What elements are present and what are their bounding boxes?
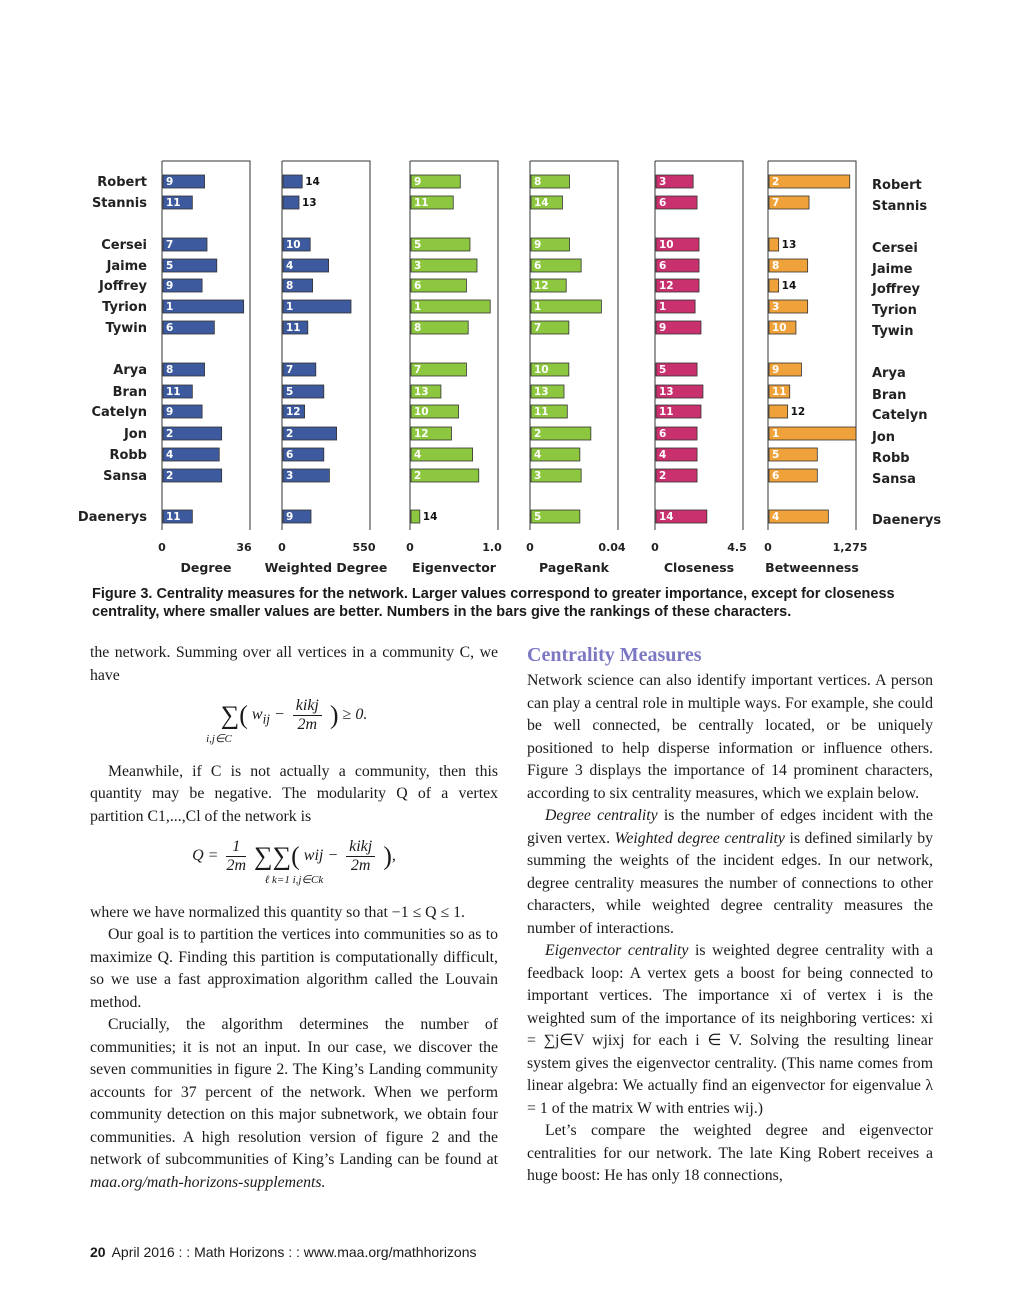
left-column — [90, 642, 498, 1194]
bar-rank-label: 8 — [286, 280, 294, 292]
axis-max-label: 1.0 — [482, 541, 502, 554]
bar-rank-label: 9 — [659, 322, 667, 334]
axis-max-label: 0.04 — [598, 541, 626, 554]
bar-rank-label: 1 — [534, 301, 542, 313]
bar-rank-label: 7 — [286, 364, 294, 376]
bar-rank-label: 10 — [534, 364, 549, 376]
bar-rank-label: 5 — [166, 260, 174, 272]
bar-rank-label: 11 — [659, 406, 674, 418]
bar-rank-label: 11 — [414, 197, 429, 209]
bar-rank-label: 11 — [772, 386, 787, 398]
character-label-left: Tywin — [105, 321, 147, 336]
character-label-right: Arya — [872, 366, 906, 381]
bar-rank-label: 9 — [534, 239, 542, 251]
character-label-left: Daenerys — [77, 510, 147, 525]
bar-rank-label: 4 — [772, 511, 780, 523]
bar-rank-label: 1 — [772, 428, 780, 440]
character-label-right: Jaime — [872, 262, 913, 277]
character-label-right: Daenerys — [872, 513, 942, 528]
bar-rank-label: 14 — [781, 280, 797, 292]
bar-rank-label: 7 — [772, 197, 780, 209]
character-label-right: Cersei — [872, 241, 918, 256]
paragraph: Network science can also identify important vertices. A person can play a central role in multiple ways. For example, she could be well connected, be centrally located, or be uniquely positioned to help disperse information or influence others. Figure 3 displays the importance of 14 prominent characters, according to six centrality measures, which we explain below. — [527, 672, 933, 802]
bar-rank-label: 4 — [166, 449, 174, 461]
bar-rank-label: 3 — [414, 260, 422, 272]
bar-rank-label: 12 — [790, 406, 806, 418]
axis-min-label: 0 — [764, 541, 772, 554]
centrality-figure — [0, 0, 1024, 580]
bar-rank-label: 8 — [166, 364, 174, 376]
panel-title: Degree — [180, 560, 232, 575]
bar-rank-label: 2 — [166, 470, 174, 482]
bar-rank-label: 2 — [166, 428, 174, 440]
character-label-right: Sansa — [872, 472, 916, 487]
bar-rank-label: 2 — [772, 176, 780, 188]
bar-rank-label: 14 — [534, 197, 549, 209]
bar-rank-label: 3 — [659, 176, 667, 188]
bar-rank-label: 7 — [414, 364, 422, 376]
paragraph: Crucially, the algorithm determines the number of communities; it is not an input. In our case, we discover the seven communities in figure 2. The King’s Landing community accounts for 37 percent of the network. When we perform community detection on this major subnetwork, we obtain four communities. A high resolution version of figure 2 and the network of subcommunities of King’s Landing can be found at maa.org/math-horizons-supplements. — [90, 1016, 498, 1191]
axis-min-label: 0 — [406, 541, 414, 554]
bar-rank-label: 10 — [659, 239, 674, 251]
bar-rank-label: 13 — [659, 386, 674, 398]
bar-rank-label: 9 — [166, 176, 174, 188]
panel-title: Closeness — [663, 560, 735, 575]
bar-rank-label: 4 — [659, 449, 667, 461]
supplement-link[interactable]: maa.org/math-horizons-supplements. — [90, 1173, 326, 1191]
character-label-right: Tyrion — [872, 303, 917, 318]
bar-rank-label: 6 — [534, 260, 542, 272]
bar-rank-label: 9 — [414, 176, 422, 188]
character-label-left: Tyrion — [102, 300, 147, 315]
character-label-right: Bran — [872, 388, 907, 403]
axis-min-label: 0 — [651, 541, 659, 554]
bar-rank-label: 7 — [534, 322, 542, 334]
bar — [411, 510, 420, 523]
bar-rank-label: 4 — [534, 449, 542, 461]
bar-rank-label: 1 — [166, 301, 174, 313]
bar-rank-label: 11 — [166, 511, 181, 523]
paragraph: where we have normalized this quantity so that −1 ≤ Q ≤ 1. — [90, 903, 466, 921]
character-label-left: Stannis — [91, 196, 147, 211]
bar-rank-label: 14 — [659, 511, 674, 523]
axis-min-label: 0 — [526, 541, 534, 554]
character-label-left: Robert — [97, 175, 147, 190]
eq-term: w — [251, 706, 263, 724]
bar-rank-label: 12 — [286, 406, 301, 418]
bar-rank-label: 5 — [659, 364, 667, 376]
bar-rank-label: 6 — [286, 449, 294, 461]
paragraph: the network. Summing over all vertices in a community C, we have — [90, 644, 498, 684]
bar-rank-label: 2 — [286, 428, 294, 440]
character-label-left: Jon — [123, 427, 147, 442]
paragraph: Meanwhile, if C is not actually a community, then this quantity may be negative. The modularity Q of a vertex partition C1,...,Cl of the network is — [90, 762, 498, 825]
character-label-right: Catelyn — [872, 408, 928, 423]
bar-rank-label: 13 — [302, 197, 317, 209]
bar — [283, 175, 302, 188]
bar-rank-label: 3 — [534, 470, 542, 482]
character-label-left: Sansa — [103, 469, 147, 484]
page-number: 20 — [90, 1244, 106, 1260]
bar-rank-label: 13 — [414, 386, 429, 398]
bar-rank-label: 4 — [286, 260, 294, 272]
bar-rank-label: 6 — [414, 280, 422, 292]
bar-rank-label: 8 — [534, 176, 542, 188]
bar-rank-label: 14 — [305, 176, 320, 188]
bar-rank-label: 6 — [659, 428, 667, 440]
character-label-left: Joffrey — [98, 279, 147, 294]
bar-rank-label: 11 — [166, 386, 181, 398]
page-footer: 20 April 2016 : : Math Horizons : : www.maa.org/mathhorizons — [90, 1244, 477, 1260]
bar-rank-label: 6 — [659, 197, 667, 209]
paragraph: Our goal is to partition the vertices into communities so as to maximize Q. Finding this partition is computationally difficult, so we use a fast approximation algorithm called the Louvain method. — [90, 926, 498, 1011]
bar — [411, 300, 490, 313]
bar-rank-label: 13 — [534, 386, 549, 398]
bar-rank-label: 11 — [166, 197, 181, 209]
right-column — [527, 642, 933, 1188]
bar-rank-label: 2 — [659, 470, 667, 482]
character-label-left: Cersei — [101, 238, 147, 253]
paragraph: Let’s compare the weighted degree and eigenvector centralities for our network. The late King Robert receives a huge boost: He has only 18 connections, — [527, 1122, 933, 1184]
bar-rank-label: 4 — [414, 449, 422, 461]
bar-rank-label: 9 — [166, 406, 174, 418]
panel-title: Betweenness — [765, 560, 859, 575]
panel-title: PageRank — [539, 560, 609, 575]
character-label-right: Joffrey — [872, 282, 921, 297]
paragraph: Degree centrality is the number of edges incident with the given vertex. Weighted degree centrality is defined similarly by summing the weights of the incident edges. In our network, degree centrality measures the number of connections to other characters, while weighted degree centrality measures the number of interactions. — [527, 807, 933, 937]
axis-max-label: 4.5 — [727, 541, 747, 554]
axis-max-label: 550 — [352, 541, 376, 554]
bar-rank-label: 12 — [534, 280, 549, 292]
bar — [163, 300, 244, 313]
bar-rank-label: 2 — [414, 470, 422, 482]
character-label-left: Jaime — [106, 259, 147, 274]
bar-rank-label: 5 — [286, 386, 294, 398]
bar-rank-label: 6 — [772, 470, 780, 482]
axis-min-label: 0 — [278, 541, 286, 554]
bar — [769, 175, 850, 188]
bar-rank-label: 11 — [534, 406, 549, 418]
axis-min-label: 0 — [158, 541, 166, 554]
bar-rank-label: 13 — [781, 239, 797, 251]
paragraph: Eigenvector centrality is weighted degree centrality with a feedback loop: A vertex gets a boost for being connected to important vertices. The importance xi of vertex i is the weighted sum of the importance of its neighboring vertices: xi = ∑j∈V wjixj for each i ∈ V. Solving the resulting linear system gives the eigenvector centrality. (This name comes from linear algebra: We actually find an eigenvector for eigenvalue λ = 1 of the matrix W with entries wij.) — [527, 942, 933, 1117]
character-label-right: Tywin — [872, 324, 914, 339]
bar-rank-label: 6 — [166, 322, 174, 334]
character-label-right: Robert — [872, 178, 922, 193]
bar — [769, 405, 788, 418]
bar-rank-label: 11 — [286, 322, 301, 334]
bar-rank-label: 6 — [659, 260, 667, 272]
bar-rank-label: 8 — [414, 322, 422, 334]
bar-rank-label: 3 — [772, 301, 780, 313]
bar — [769, 238, 779, 251]
bar-rank-label: 10 — [286, 239, 301, 251]
sum-inequality: ∑( $w_{ij}$ − $\frac{\text{kikj}}{2m}$ ) ≥ 0. i,j∈C — [206, 697, 368, 745]
character-label-left: Catelyn — [91, 405, 147, 420]
character-label-right: Jon — [872, 430, 896, 445]
bar-rank-label: 3 — [286, 470, 294, 482]
modularity-equation: Q = $\frac{1}{2m}$ ∑∑( wij − $\frac{\text{kikj}}{2m}$ ), ℓ k=1 i,j∈Ck — [192, 838, 396, 886]
bar-rank-label: 12 — [659, 280, 674, 292]
bar-rank-label: 9 — [166, 280, 174, 292]
character-label-left: Robb — [109, 448, 147, 463]
axis-max-label: 1,275 — [832, 541, 868, 554]
bar-rank-label: 9 — [286, 511, 294, 523]
bar-rank-label: 5 — [414, 239, 422, 251]
bar-rank-label: 5 — [534, 511, 542, 523]
bar-rank-label: 2 — [534, 428, 542, 440]
figure-caption: Figure 3. Centrality measures for the network. Larger values correspond to greater importance, except for closeness centrality, where smaller values are better. Numbers in the bars give the rankings of these characters. — [92, 586, 895, 620]
panel-title: Weighted Degree — [264, 560, 388, 575]
bar — [769, 279, 779, 292]
axis-max-label: 36 — [236, 541, 252, 554]
character-label-left: Bran — [112, 385, 147, 400]
bar — [283, 196, 299, 209]
section-heading: Centrality Measures — [527, 644, 702, 666]
character-label-right: Robb — [872, 451, 910, 466]
panel-title: Eigenvector — [412, 560, 496, 575]
bar-rank-label: 7 — [166, 239, 174, 251]
bar-rank-label: 1 — [659, 301, 667, 313]
character-label-right: Stannis — [872, 199, 928, 214]
bar-rank-label: 10 — [414, 406, 429, 418]
bar-rank-label: 1 — [286, 301, 294, 313]
bar-rank-label: 12 — [414, 428, 429, 440]
bar-rank-label: 1 — [414, 301, 422, 313]
character-label-left: Arya — [113, 363, 147, 378]
bar-rank-label: 10 — [772, 322, 787, 334]
bar-rank-label: 9 — [772, 364, 780, 376]
bar-rank-label: 14 — [422, 511, 438, 523]
bar-rank-label: 8 — [772, 260, 780, 272]
bar — [769, 427, 856, 440]
bar — [531, 300, 601, 313]
bar-rank-label: 5 — [772, 449, 780, 461]
